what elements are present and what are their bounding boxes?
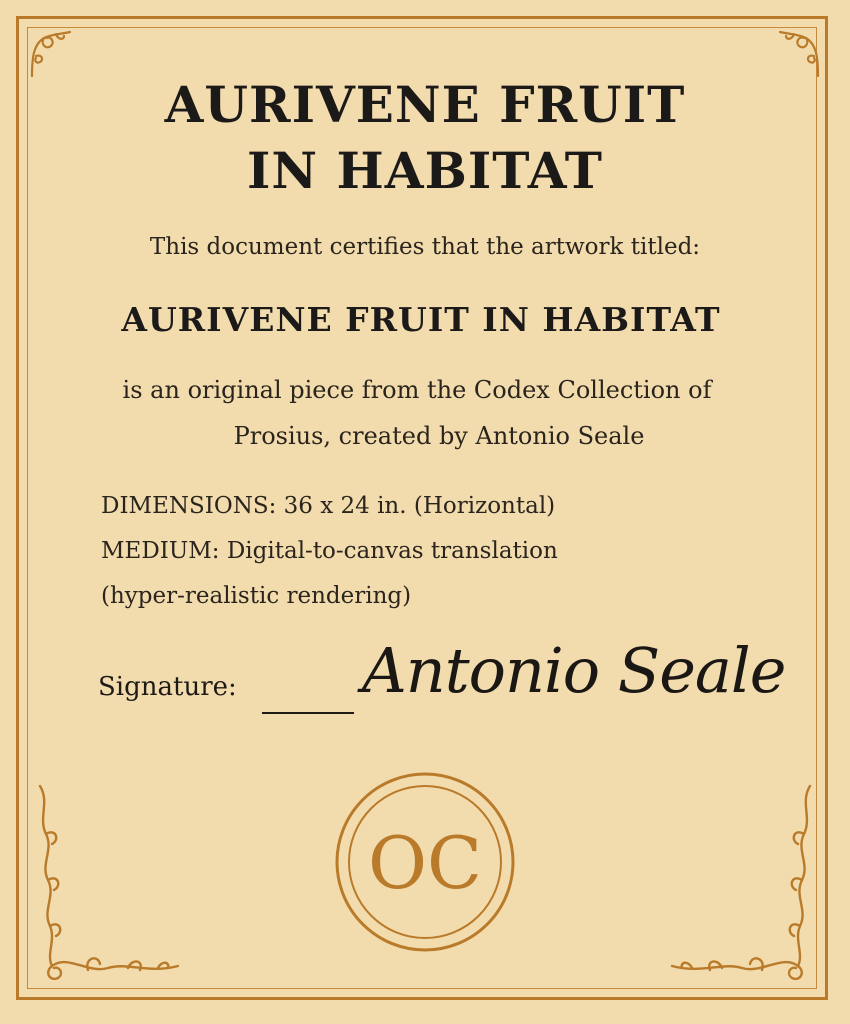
certificate-title: [0, 72, 850, 204]
medium-text-line-2: (hyper-realistic rendering): [101, 583, 412, 609]
dimensions-text: DIMENSIONS: 36 x 24 in. (Horizontal): [101, 493, 556, 519]
bottom-right-flourish-icon: [662, 778, 822, 992]
origin-line-1: is an original piece from the Codex Collection of: [122, 376, 712, 404]
artwork-details: [101, 484, 558, 619]
signature-line: [262, 712, 354, 714]
medium-text-line-1: MEDIUM: Digital-to-canvas translation: [101, 538, 558, 564]
certifies-text: This document certifies that the artwork titled:: [149, 234, 701, 260]
signature-label: Signature:: [98, 672, 237, 702]
bottom-left-flourish-icon: [28, 778, 188, 992]
seal-emblem: [333, 770, 517, 954]
origin-line-2: Prosius, created by Antonio Seale: [233, 422, 645, 450]
title-line-2: IN HABITAT: [247, 141, 603, 200]
title-line-1: AURIVENE FRUIT: [164, 75, 686, 134]
seal-monogram: OC: [367, 821, 483, 905]
artwork-title: AURIVENE FRUIT IN HABITAT: [121, 300, 721, 339]
signature: Antonio Seale: [362, 634, 786, 707]
